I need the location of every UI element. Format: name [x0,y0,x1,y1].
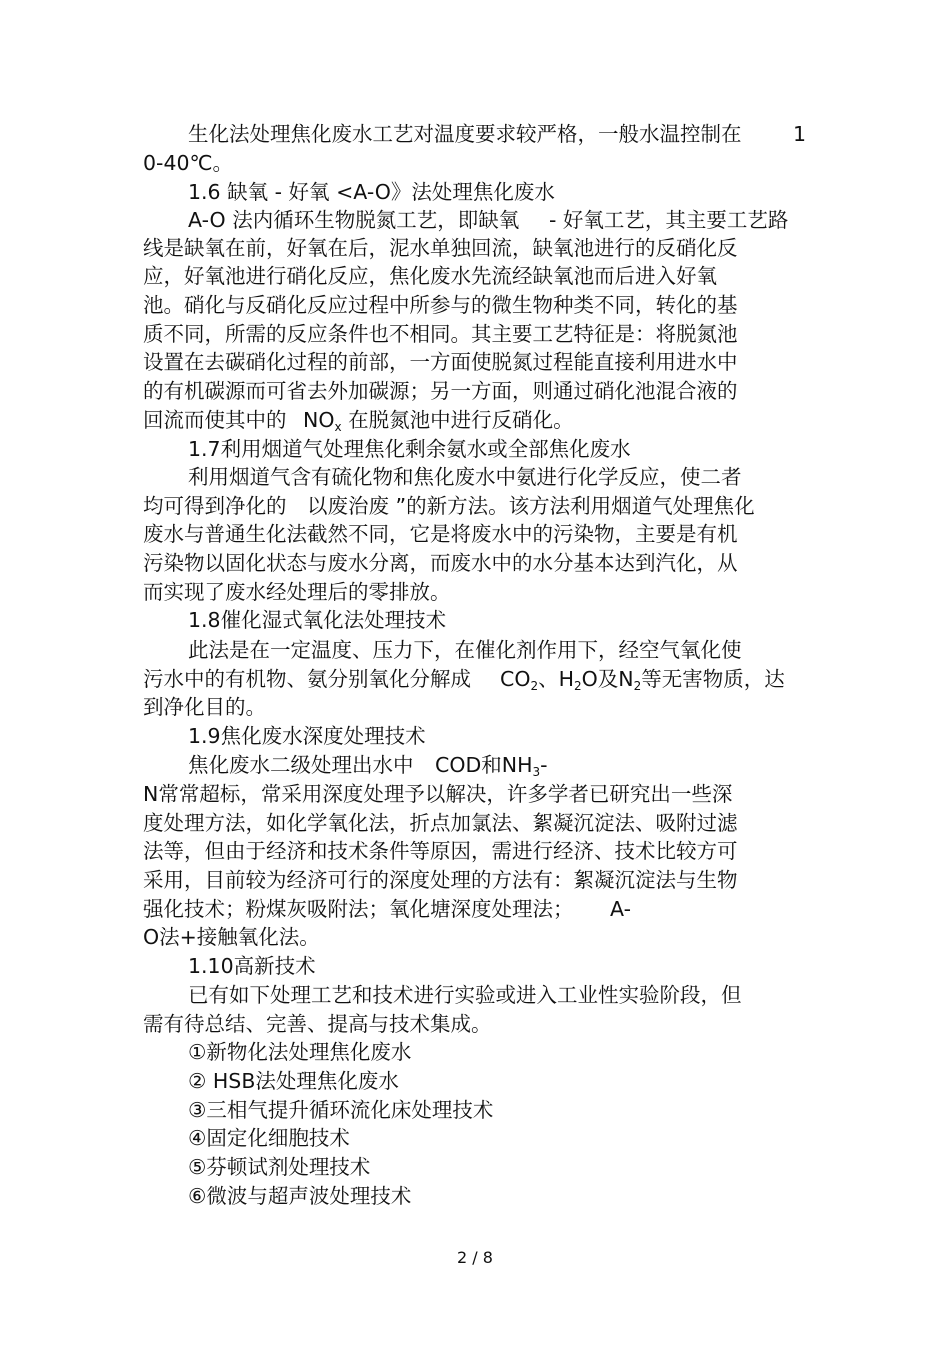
text-segment: O法+接触氧化法。 [143,925,320,949]
text-segment: ② HSB法处理焦化废水 [188,1069,399,1093]
text-line [0,492,950,520]
text-line [0,234,950,262]
text-segment: 此法是在一定温度、压力下，在催化剂作用下，经空气氧化使 [188,638,742,662]
text-segment: 法等，但由于经济和技术条件等原因，需进行经济、技术比较方可 [143,839,738,863]
text-segment: 焦化废水二级处理出水中 [188,753,414,777]
text-line [0,981,950,1009]
text-line [0,149,950,177]
text-segment: 度处理方法，如化学氧化法，折点加氯法、絮凝沉淀法、吸附过滤 [143,811,738,835]
section-heading [0,435,950,463]
text-line [0,291,950,319]
text-line [0,348,950,376]
text-segment: 应，好氧池进行硝化反应，焦化废水先流经缺氧池而后进入好氧 [143,264,717,288]
text-segment: - 好氧工艺，其主要工艺路 [549,208,789,232]
list-item [0,1182,950,1210]
text-line [0,120,950,148]
text-line [0,578,950,606]
section-heading [0,722,950,750]
text-segment: COD和$NH_3-$ [435,753,548,779]
text-line [0,1010,950,1038]
text-segment: ①新物化法处理焦化废水 [188,1040,412,1064]
text-segment: 1.6 缺氧 - 好氧 <A-O》法处理焦化废水 [188,180,555,204]
text-line [0,206,950,234]
text-segment: 需有待总结、完善、提高与技术集成。 [143,1012,492,1036]
text-segment: 以废治废 ”的新方法。该方法利用烟道气处理焦化 [307,494,755,518]
text-segment: 1 [793,122,807,146]
section-heading [0,952,950,980]
text-segment: 池。硝化与反硝化反应过程中所参与的微生物种类不同，转化的基 [143,293,738,317]
text-line [0,520,950,548]
text-segment: 1.9焦化废水深度处理技术 [188,724,426,748]
text-segment: 1.10高新技术 [188,954,316,978]
text-line [0,406,950,434]
text-segment: $CO_2$、$H_2O$及$N_2$等无害物质，达 [500,667,785,693]
text-line [0,693,950,721]
list-item [0,1067,950,1095]
section-heading [0,606,950,634]
text-line [0,895,950,923]
text-segment: ⑤芬顿试剂处理技术 [188,1155,371,1179]
text-segment: ③三相气提升循环流化床处理技术 [188,1098,494,1122]
text-line [0,636,950,664]
text-segment: 生化法处理焦化废水工艺对温度要求较严格，一般水温控制在 [188,122,742,146]
text-segment: 回流而使其中的 [143,408,287,432]
text-segment: A- [610,897,631,921]
text-segment: 线是缺氧在前，好氧在后，泥水单独回流，缺氧池进行的反硝化反 [143,236,738,260]
text-segment: 的有机碳源而可省去外加碳源；另一方面，则通过硝化池混合液的 [143,379,738,403]
text-line [0,665,950,693]
list-item [0,1153,950,1181]
text-line [0,463,950,491]
text-line [0,549,950,577]
text-segment: 设置在去碳硝化过程的前部，一方面使脱氮过程能直接利用进水中 [143,350,738,374]
text-segment: A-O 法内循环生物脱氮工艺，即缺氧 [188,208,520,232]
text-segment: 0-40℃。 [143,151,234,175]
text-line [0,751,950,779]
text-segment: 质不同，所需的反应条件也不相同。其主要工艺特征是：将脱氮池 [143,322,738,346]
text-segment: N常常超标，常采用深度处理予以解决，许多学者已研究出一些深 [143,782,733,806]
text-segment: 污水中的有机物、氨分别氧化分解成 [143,667,471,691]
text-segment: ④固定化细胞技术 [188,1126,350,1150]
text-line [0,866,950,894]
text-segment: 强化技术；粉煤灰吸附法；氧化塘深度处理法； [143,897,574,921]
text-line [0,780,950,808]
text-segment: 1.7利用烟道气处理焦化剩余氨水或全部焦化废水 [188,437,631,461]
text-segment: 已有如下处理工艺和技术进行实验或进入工业性实验阶段，但 [188,983,742,1007]
text-line [0,837,950,865]
text-line [0,320,950,348]
text-segment: 污染物以固化状态与废水分离，而废水中的水分基本达到汽化，从 [143,551,738,575]
page-number: 2 / 8 [457,1248,493,1267]
text-segment: ⑥微波与超声波处理技术 [188,1184,412,1208]
text-segment: 采用，目前较为经济可行的深度处理的方法有：絮凝沉淀法与生物 [143,868,738,892]
text-line [0,262,950,290]
text-segment: 而实现了废水经处理后的零排放。 [143,580,451,604]
list-item [0,1096,950,1124]
section-heading [0,178,950,206]
text-segment: 1.8催化湿式氧化法处理技术 [188,608,447,632]
text-segment: $NO_x$ 在脱氮池中进行反硝化。 [303,408,574,434]
list-item [0,1038,950,1066]
text-segment: 均可得到净化的 [143,494,287,518]
text-segment: 利用烟道气含有硫化物和焦化废水中氨进行化学反应，使二者 [188,465,742,489]
text-line [0,923,950,951]
text-line [0,809,950,837]
text-segment: 废水与普通生化法截然不同，它是将废水中的污染物，主要是有机 [143,522,738,546]
text-segment: 到净化目的。 [143,695,266,719]
list-item [0,1124,950,1152]
text-line [0,377,950,405]
